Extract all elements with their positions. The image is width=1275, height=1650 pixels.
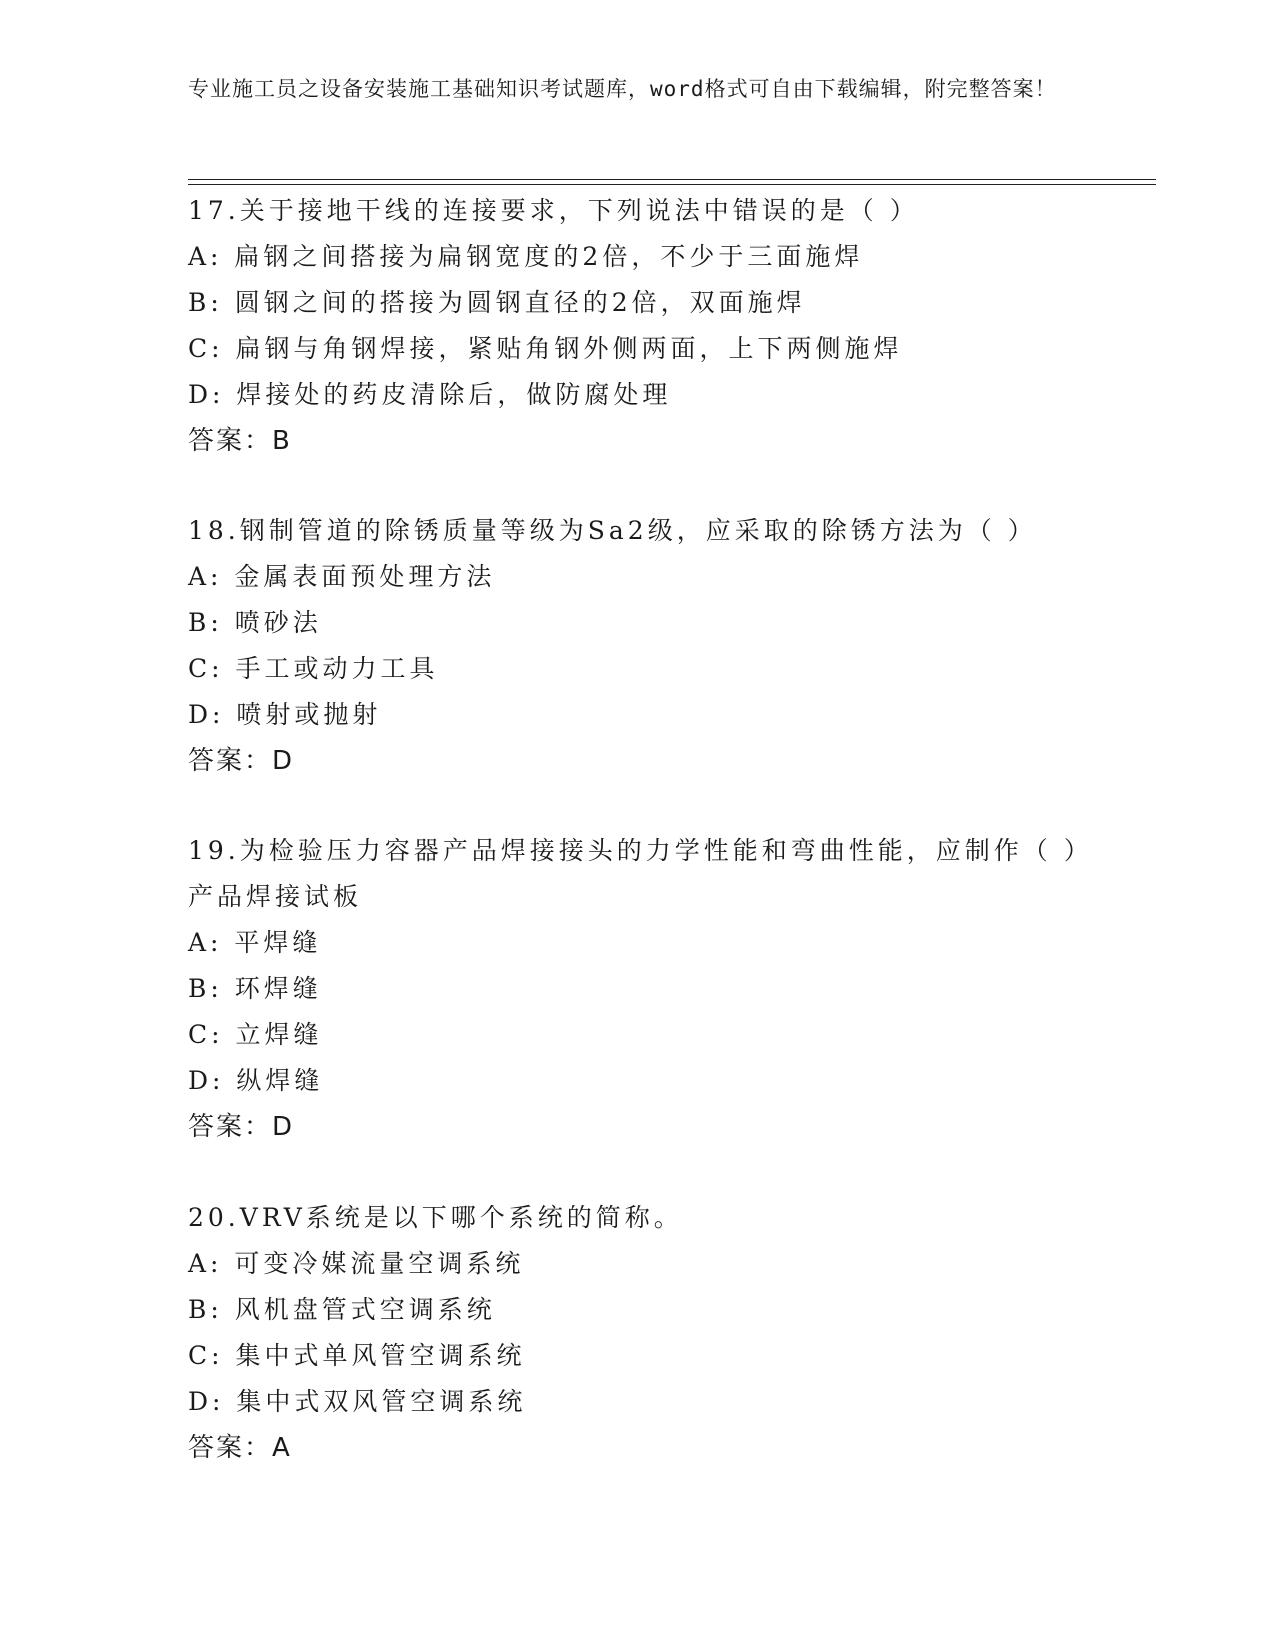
question-20: [188, 1195, 1088, 1471]
option-c: C: 立焊缝: [188, 1020, 323, 1049]
question-stem: 20.VRV系统是以下哪个系统的简称。: [188, 1203, 683, 1232]
option-c: C: 手工或动力工具: [188, 654, 439, 683]
answer: 答案：D: [188, 746, 295, 776]
option-c: C: 集中式单风管空调系统: [188, 1341, 526, 1370]
answer: 答案：B: [188, 426, 292, 456]
answer: 答案：A: [188, 1433, 292, 1463]
question-17: [188, 188, 1088, 464]
header-divider-bottom: [188, 184, 1156, 185]
question-stem: 17.关于接地干线的连接要求，下列说法中错误的是（ ）: [188, 196, 919, 225]
question-stem: 19.为检验压力容器产品焊接接头的力学性能和弯曲性能，应制作（ ）产品焊接试板: [188, 836, 1081, 911]
option-d: D: 纵焊缝: [188, 1066, 324, 1095]
option-c: C: 扁钢与角钢焊接，紧贴角钢外侧两面，上下两侧施焊: [188, 334, 903, 363]
option-a: A: 可变冷媒流量空调系统: [188, 1249, 525, 1278]
option-d: D: 喷射或抛射: [188, 700, 382, 729]
option-a: A: 金属表面预处理方法: [188, 562, 496, 591]
question-19: [188, 828, 1088, 1150]
option-d: D: 集中式双风管空调系统: [188, 1387, 527, 1416]
question-18: [188, 508, 1088, 784]
answer: 答案：D: [188, 1112, 295, 1142]
option-a: A: 扁钢之间搭接为扁钢宽度的2倍，不少于三面施焊: [188, 242, 864, 271]
option-a: A: 平焊缝: [188, 928, 322, 957]
option-b: B: 环焊缝: [188, 974, 322, 1003]
header-divider-top: [188, 179, 1156, 180]
document-header: 专业施工员之设备安装施工基础知识考试题库，word格式可自由下载编辑，附完整答案！: [188, 77, 1057, 101]
question-stem: 18.钢制管道的除锈质量等级为Sa2级，应采取的除锈方法为（ ）: [188, 516, 1037, 545]
option-b: B: 喷砂法: [188, 608, 322, 637]
option-b: B: 风机盘管式空调系统: [188, 1295, 496, 1324]
option-b: B: 圆钢之间的搭接为圆钢直径的2倍，双面施焊: [188, 288, 806, 317]
option-d: D: 焊接处的药皮清除后，做防腐处理: [188, 380, 672, 409]
